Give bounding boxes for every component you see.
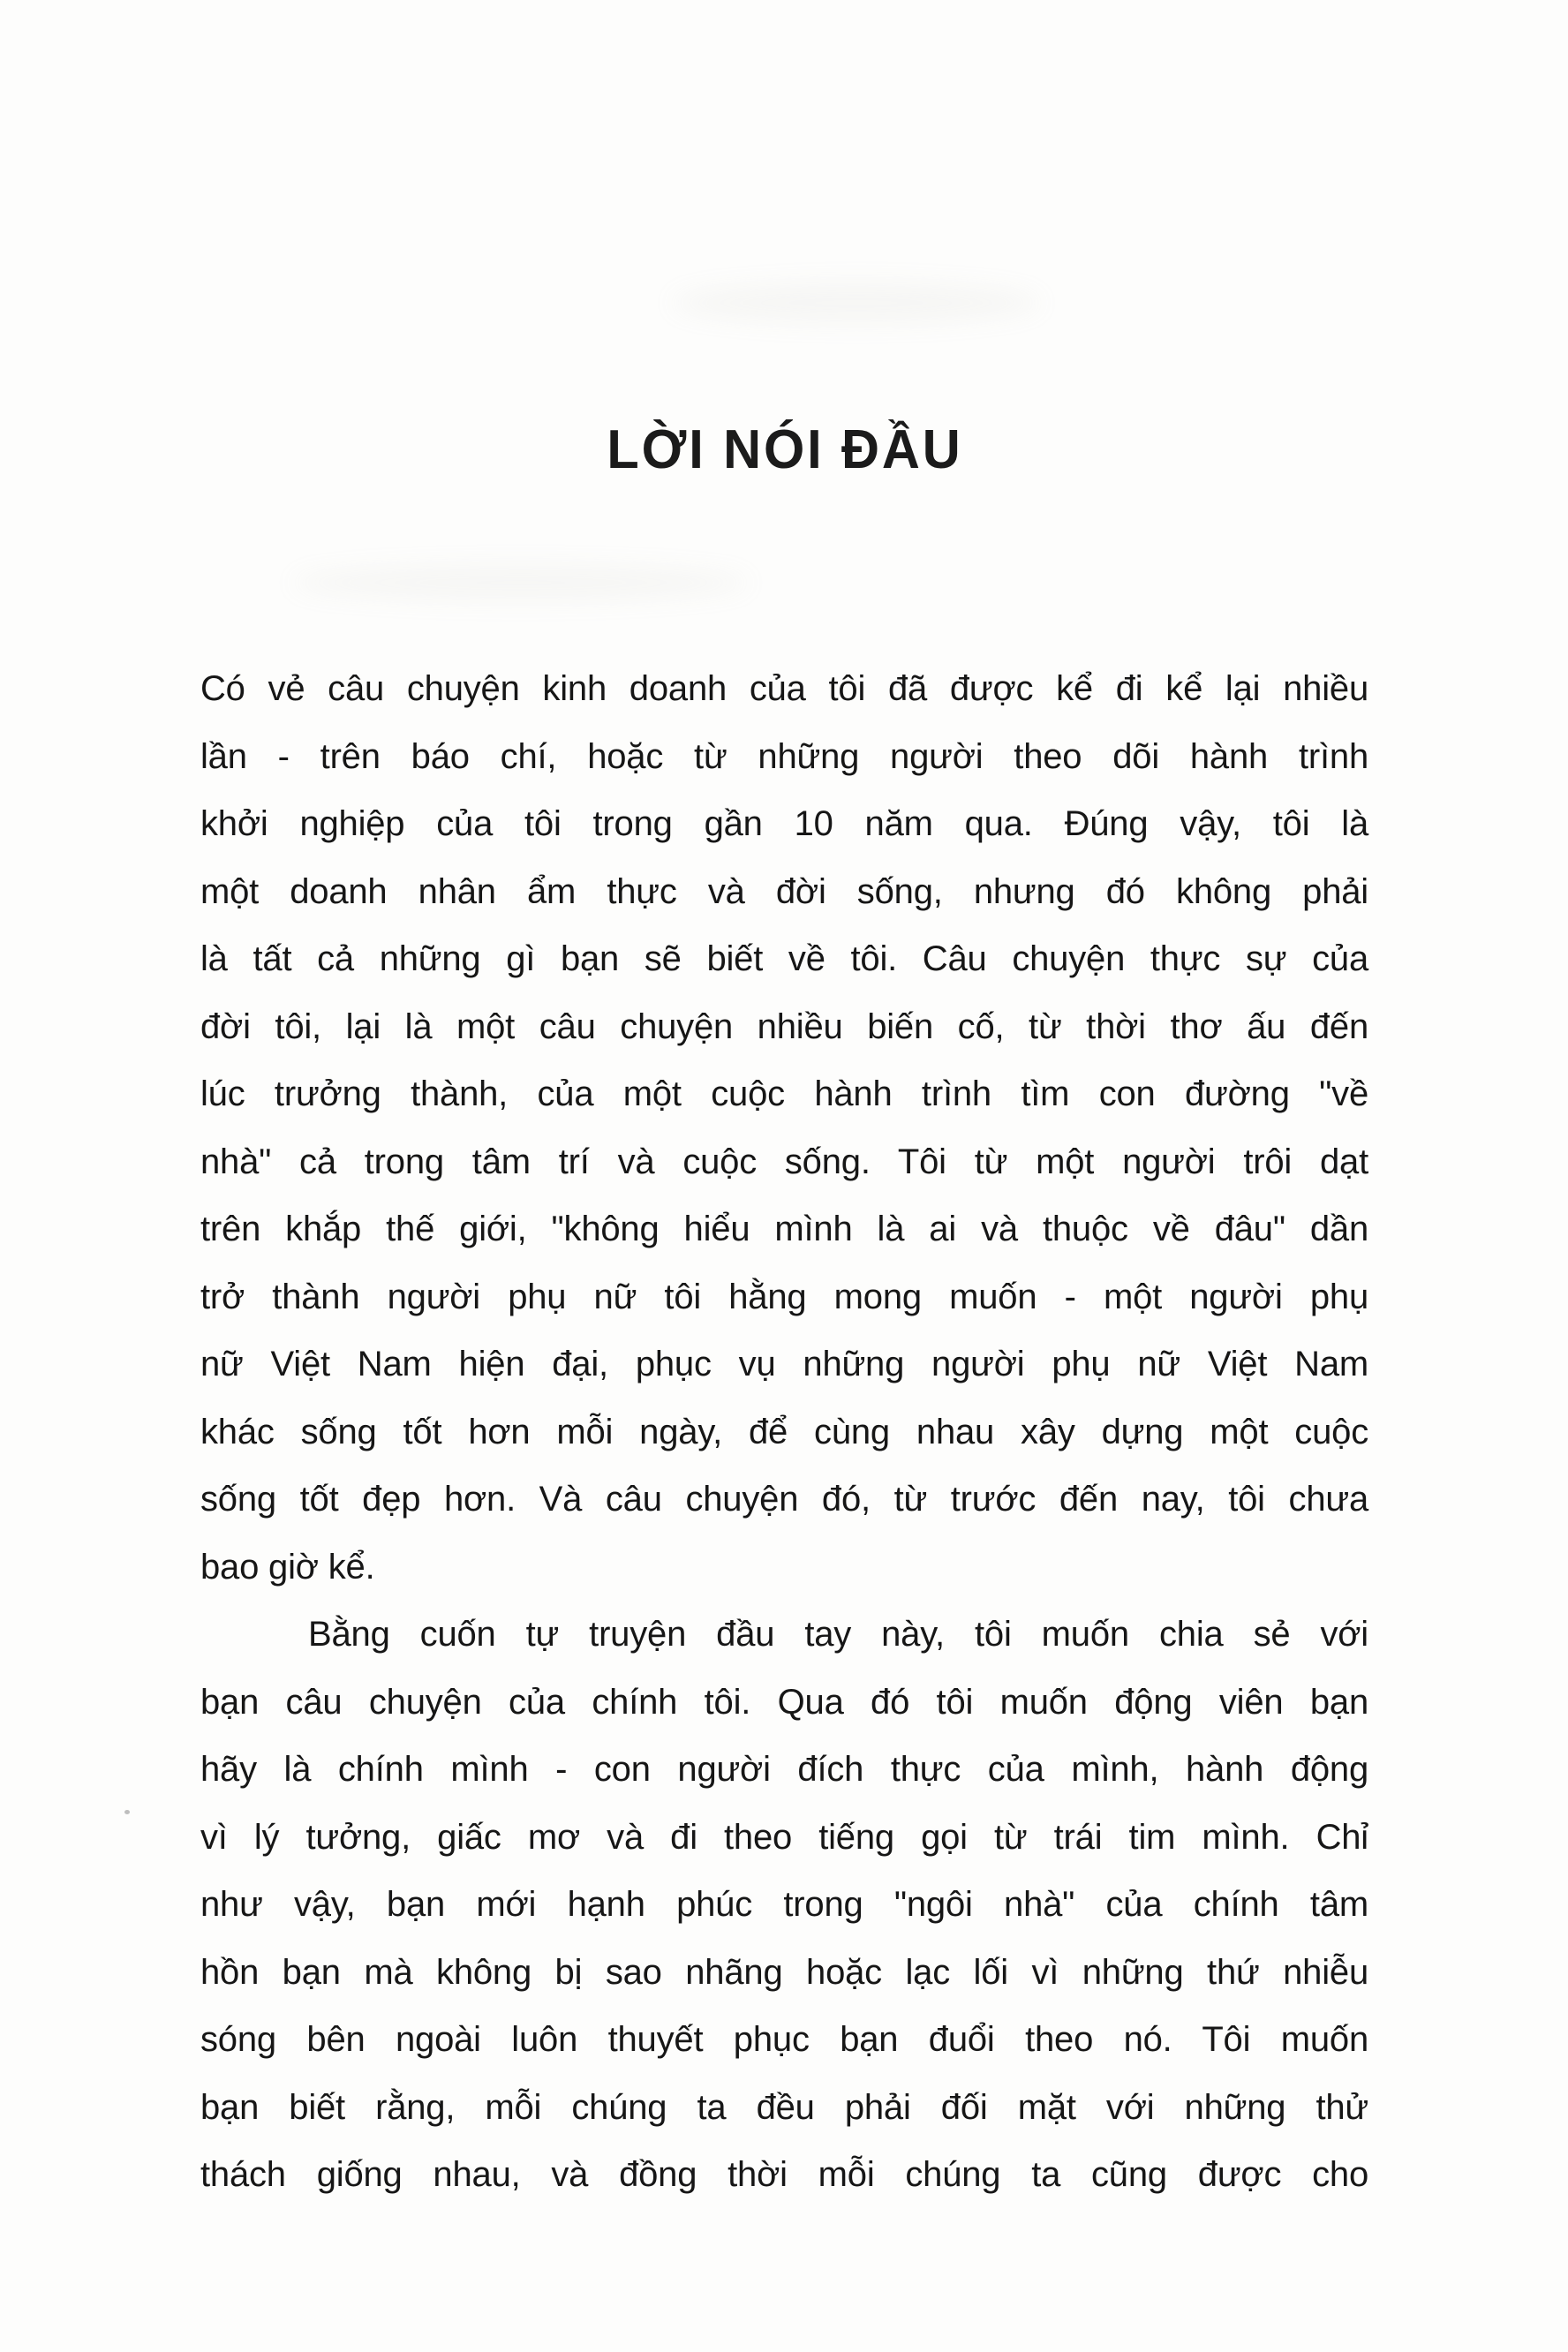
text-line: Có vẻ câu chuyện kinh doanh của tôi đã được kể đi kể lại nhiều xyxy=(200,669,1368,708)
scan-smudge xyxy=(671,283,1042,323)
text-line: lúc trưởng thành, của một cuộc hành trình tìm con đường "về xyxy=(200,1074,1368,1113)
text-line: hồn bạn mà không bị sao nhãng hoặc lạc lối vì những thứ nhiễu xyxy=(200,1952,1368,1992)
page-title: LỜI NÓI ĐẦU xyxy=(606,419,963,480)
text-line: bạn biết rằng, mỗi chúng ta đều phải đối mặt với những thử xyxy=(200,2087,1368,2127)
text-line: một doanh nhân ẩm thực và đời sống, nhưng đó không phải xyxy=(200,871,1368,911)
text-line: bao giờ kể. xyxy=(200,1547,375,1587)
text-line: sóng bên ngoài luôn thuyết phục bạn đuổi theo nó. Tôi muốn xyxy=(200,2020,1368,2059)
text-line: nhà" cả trong tâm trí và cuộc sống. Tôi từ một người trôi dạt xyxy=(200,1142,1368,1181)
scan-smudge xyxy=(291,565,750,600)
text-line: khác sống tốt hơn mỗi ngày, để cùng nhau xây dựng một cuộc xyxy=(200,1412,1368,1451)
text-line: Bằng cuốn tự truyện đầu tay này, tôi muốn chia sẻ với xyxy=(308,1615,1368,1654)
paragraph xyxy=(200,1601,1368,2209)
chapter-title-wrap xyxy=(200,413,1368,487)
text-line: trên khắp thế giới, "không hiểu mình là ai và thuộc về đâu" dần xyxy=(200,1210,1368,1248)
text-line: bạn câu chuyện của chính tôi. Qua đó tôi muốn động viên bạn xyxy=(200,1682,1368,1722)
text-line: lần - trên báo chí, hoặc từ những người theo dõi hành trình xyxy=(200,736,1368,776)
text-line: đời tôi, lại là một câu chuyện nhiều biến cố, từ thời thơ ấu đến xyxy=(200,1006,1368,1046)
text-line: trở thành người phụ nữ tôi hằng mong muốn - một người phụ xyxy=(200,1277,1368,1316)
text-line: thách giống nhau, và đồng thời mỗi chúng ta cũng được cho xyxy=(200,2155,1368,2194)
paragraph xyxy=(200,655,1368,1601)
text-line: vì lý tưởng, giấc mơ và đi theo tiếng gọi từ trái tim mình. Chỉ xyxy=(200,1817,1368,1857)
text-line: khởi nghiệp của tôi trong gần 10 năm qua. Đúng vậy, tôi là xyxy=(200,804,1368,843)
text-line: là tất cả những gì bạn sẽ biết về tôi. Câu chuyện thực sự của xyxy=(200,939,1368,978)
text-line: như vậy, bạn mới hạnh phúc trong "ngôi nhà" của chính tâm xyxy=(200,1885,1368,1924)
text-line: hãy là chính mình - con người đích thực của mình, hành động xyxy=(200,1750,1368,1789)
text-line: sống tốt đẹp hơn. Và câu chuyện đó, từ trước đến nay, tôi chưa xyxy=(200,1480,1368,1519)
body-text xyxy=(200,655,1368,2209)
text-line: nữ Việt Nam hiện đại, phục vụ những người phụ nữ Việt Nam xyxy=(200,1345,1368,1383)
scan-speck xyxy=(124,1810,130,1814)
